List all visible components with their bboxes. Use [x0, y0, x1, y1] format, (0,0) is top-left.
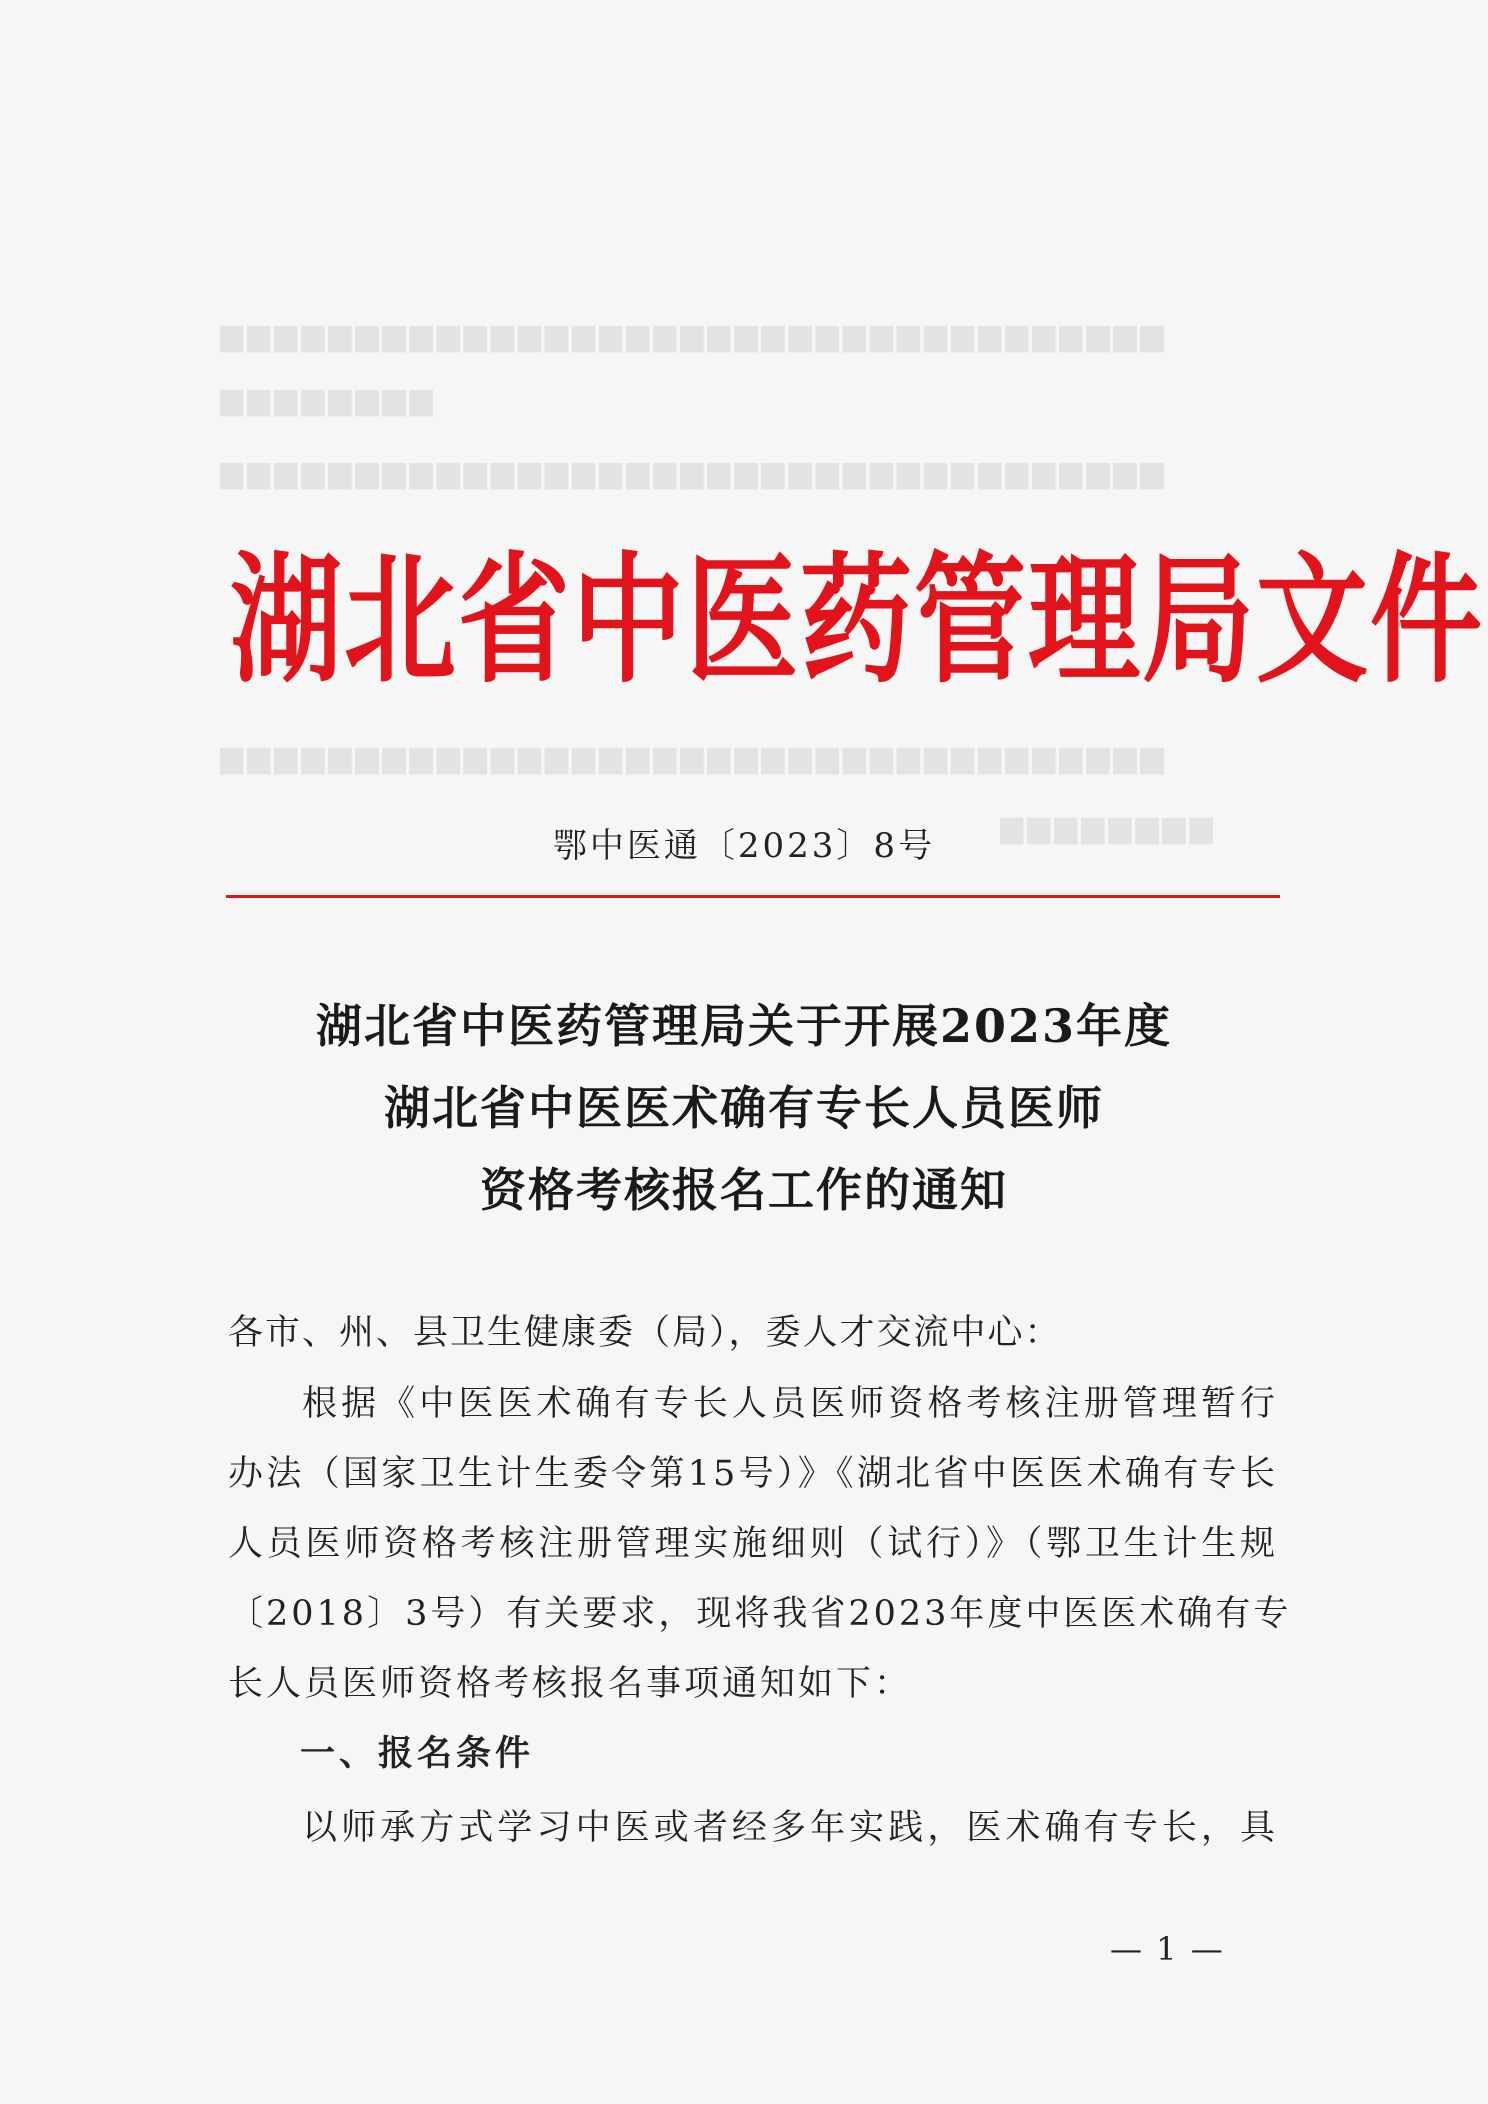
notice-title-line-3: 资格考核报名工作的通知	[480, 1163, 1008, 1217]
document-number: 鄂中医通〔2023〕8号	[552, 826, 936, 866]
notice-title-line-2: 湖北省中医医术确有专长人员医师	[384, 1081, 1104, 1135]
bleed-through-line: ▆▆▆▆▆▆▆▆	[220, 382, 437, 417]
paragraph-line: 人员医师资格考核注册管理实施细则（试行）》（鄂卫生计生规	[228, 1524, 1278, 1564]
notice-title-line-1: 湖北省中医药管理局关于开展2023年度	[315, 999, 1173, 1053]
red-divider-line	[226, 895, 1280, 898]
salutation: 各市、州、县卫生健康委（局），委人才交流中心：	[228, 1313, 1062, 1353]
bleed-through-line: ▆▆▆▆▆▆▆▆	[1000, 810, 1217, 845]
paragraph-line: 根据《中医医术确有专长人员医师资格考核注册管理暂行	[302, 1384, 1278, 1424]
page-number: — 1 —	[1110, 1930, 1225, 1968]
bleed-through-line: ▆▆▆▆▆▆▆▆▆▆▆▆▆▆▆▆▆▆▆▆▆▆▆▆▆▆▆▆▆▆▆▆▆▆▆	[220, 740, 1168, 775]
section-heading: 一、报名条件	[300, 1734, 535, 1774]
bleed-through-line: ▆▆▆▆▆▆▆▆▆▆▆▆▆▆▆▆▆▆▆▆▆▆▆▆▆▆▆▆▆▆▆▆▆▆▆	[220, 318, 1168, 353]
paragraph-line: 〔2018〕3号）有关要求，现将我省2023年度中医医术确有专	[228, 1594, 1292, 1634]
paragraph-line: 办法（国家卫生计生委令第15号）》《湖北省中医医术确有专长	[228, 1454, 1278, 1494]
bleed-through-line: ▆▆▆▆▆▆▆▆▆▆▆▆▆▆▆▆▆▆▆▆▆▆▆▆▆▆▆▆▆▆▆▆▆▆▆	[220, 455, 1168, 490]
paragraph-line: 长人员医师资格考核报名事项通知如下：	[228, 1664, 913, 1704]
section-text: 以师承方式学习中医或者经多年实践，医术确有专长，具	[302, 1808, 1278, 1848]
issuer-title: 湖北省中医药管理局文件	[230, 540, 1484, 703]
